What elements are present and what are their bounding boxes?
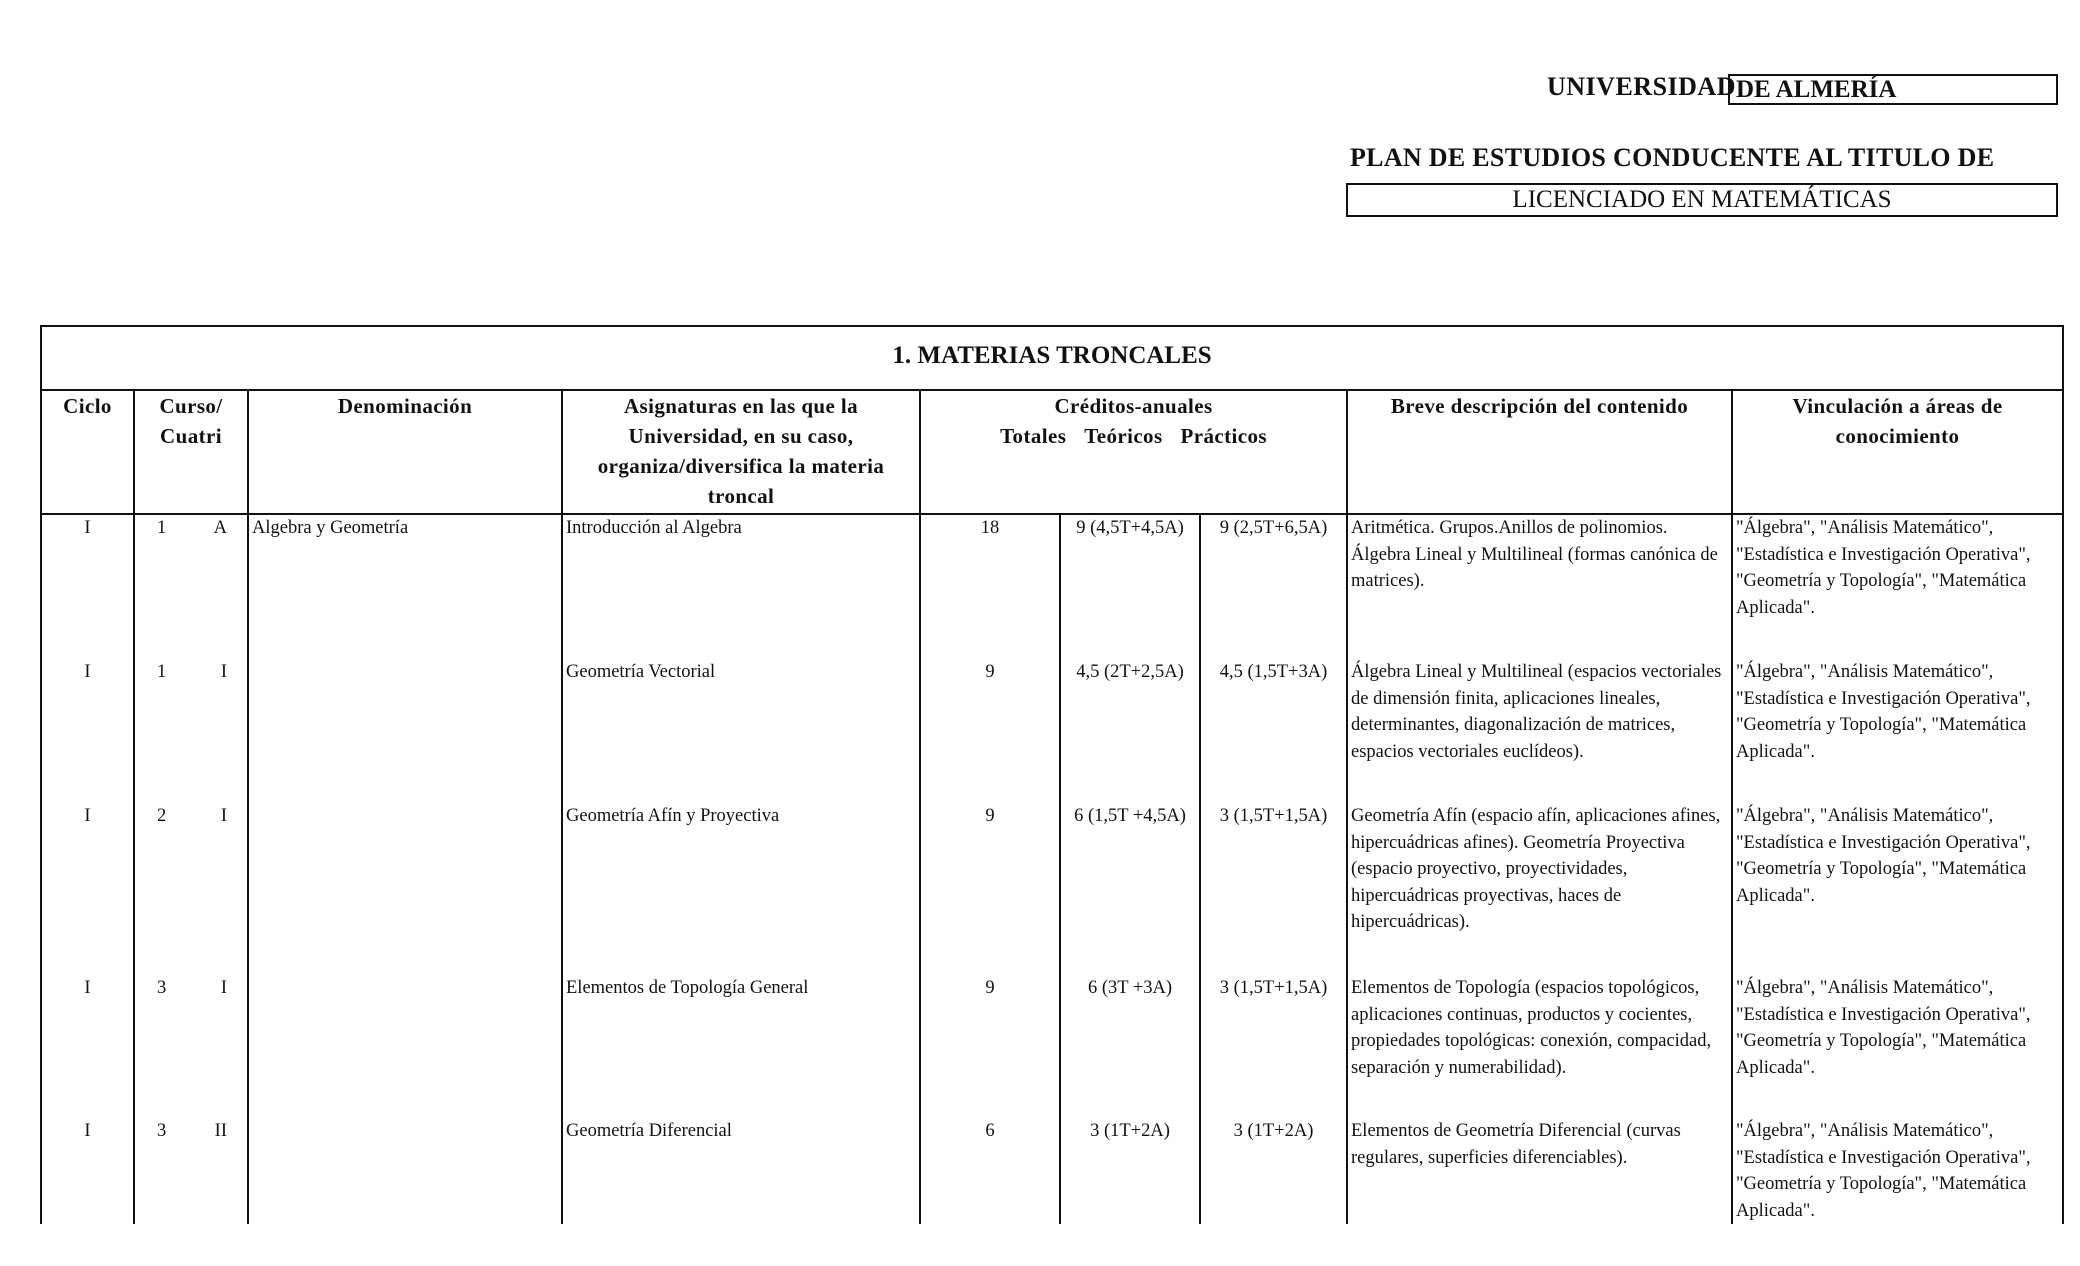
header-creditos: Créditos-anuales Totales Teóricos Prácticos [920, 390, 1347, 514]
cell-asignatura: Geometría Diferencial [562, 1118, 920, 1224]
header-ciclo: Ciclo [41, 390, 134, 514]
materias-troncales-table [40, 325, 2064, 1224]
cell-descripcion: Elementos de Topología (espacios topológicos, aplicaciones continuas, productos y cocientes, propiedades topológicas: conexión, compacidad, separación y numerabilidad). [1347, 975, 1732, 1118]
cell-vinculacion: "Álgebra", "Análisis Matemático", "Estadística e Investigación Operativa", "Geometría y Topología", "Matemática Aplicada". [1732, 1118, 2063, 1224]
header-asignaturas: Asignaturas en las que la Universidad, en su caso, organiza/diversifica la materia troncal [562, 390, 920, 514]
table-row [41, 514, 2063, 659]
header-descripcion: Breve descripción del contenido [1347, 390, 1732, 514]
cell-practicos: 3 (1T+2A) [1200, 1118, 1347, 1224]
header-totales: Totales [1000, 424, 1067, 448]
cell-practicos: 3 (1,5T+1,5A) [1200, 975, 1347, 1118]
header-denominacion: Denominación [248, 390, 562, 514]
cell-asignatura: Geometría Vectorial [562, 659, 920, 803]
cell-vinculacion: "Álgebra", "Análisis Matemático", "Estadística e Investigación Operativa", "Geometría y Topología", "Matemática Aplicada". [1732, 514, 2063, 659]
universidad-name-field: DE ALMERÍA [1728, 74, 2058, 105]
table-row [41, 659, 2063, 803]
cell-ciclo: I [41, 514, 134, 659]
cell-asignatura: Elementos de Topología General [562, 975, 920, 1118]
cell-totales: 18 [920, 514, 1060, 659]
table-row [41, 1118, 2063, 1224]
cell-descripcion: Geometría Afín (espacio afín, aplicaciones afines, hipercuádricas afines). Geometría Proyectiva (espacio proyectivo, proyectividades, hipercuádricas proyectivas, haces de hipercuádricas). [1347, 803, 1732, 975]
header-teoricos: Teóricos [1084, 424, 1163, 448]
cell-descripcion: Aritmética. Grupos.Anillos de polinomios. Álgebra Lineal y Multilineal (formas canónica de matrices). [1347, 514, 1732, 659]
cell-practicos: 3 (1,5T+1,5A) [1200, 803, 1347, 975]
section-title: 1. MATERIAS TRONCALES [41, 326, 2063, 390]
cell-teoricos: 6 (3T +3A) [1060, 975, 1200, 1118]
cell-curso: 2 I [134, 803, 248, 975]
cell-vinculacion: "Álgebra", "Análisis Matemático", "Estadística e Investigación Operativa", "Geometría y Topología", "Matemática Aplicada". [1732, 975, 2063, 1118]
plan-title: PLAN DE ESTUDIOS CONDUCENTE AL TITULO DE [1350, 143, 1995, 172]
cell-practicos: 4,5 (1,5T+3A) [1200, 659, 1347, 803]
cell-ciclo: I [41, 803, 134, 975]
cell-ciclo: I [41, 1118, 134, 1224]
cell-vinculacion: "Álgebra", "Análisis Matemático", "Estadística e Investigación Operativa", "Geometría y Topología", "Matemática Aplicada". [1732, 803, 2063, 975]
header-curso: Curso/ Cuatri [134, 390, 248, 514]
cell-curso: 3 II [134, 1118, 248, 1224]
cell-curso: 3 I [134, 975, 248, 1118]
cell-ciclo: I [41, 659, 134, 803]
cell-denominacion [248, 975, 562, 1118]
table-row [41, 803, 2063, 975]
cell-practicos: 9 (2,5T+6,5A) [1200, 514, 1347, 659]
cell-teoricos: 9 (4,5T+4,5A) [1060, 514, 1200, 659]
table-header-row [41, 390, 2063, 514]
cell-denominacion [248, 659, 562, 803]
cell-totales: 6 [920, 1118, 1060, 1224]
table-row [41, 975, 2063, 1118]
cell-asignatura: Introducción al Algebra [562, 514, 920, 659]
cell-teoricos: 3 (1T+2A) [1060, 1118, 1200, 1224]
cell-teoricos: 6 (1,5T +4,5A) [1060, 803, 1200, 975]
titulo-field: LICENCIADO EN MATEMÁTICAS [1346, 183, 2058, 217]
cell-totales: 9 [920, 659, 1060, 803]
cell-curso: 1 A [134, 514, 248, 659]
cell-denominacion: Algebra y Geometría [248, 514, 562, 659]
cell-descripcion: Álgebra Lineal y Multilineal (espacios vectoriales de dimensión finita, aplicaciones lineales, determinantes, diagonalización de matrices, espacios vectoriales euclídeos). [1347, 659, 1732, 803]
cell-totales: 9 [920, 975, 1060, 1118]
cell-totales: 9 [920, 803, 1060, 975]
cell-asignatura: Geometría Afín y Proyectiva [562, 803, 920, 975]
header-vinculacion: Vinculación a áreas de conocimiento [1732, 390, 2063, 514]
universidad-label: UNIVERSIDAD [1547, 72, 1736, 101]
cell-vinculacion: "Álgebra", "Análisis Matemático", "Estadística e Investigación Operativa", "Geometría y Topología", "Matemática Aplicada". [1732, 659, 2063, 803]
cell-teoricos: 4,5 (2T+2,5A) [1060, 659, 1200, 803]
cell-ciclo: I [41, 975, 134, 1118]
cell-descripcion: Elementos de Geometría Diferencial (curvas regulares, superficies diferenciables). [1347, 1118, 1732, 1224]
cell-denominacion [248, 803, 562, 975]
cell-curso: 1 I [134, 659, 248, 803]
cell-denominacion [248, 1118, 562, 1224]
header-practicos: Prácticos [1180, 424, 1267, 448]
